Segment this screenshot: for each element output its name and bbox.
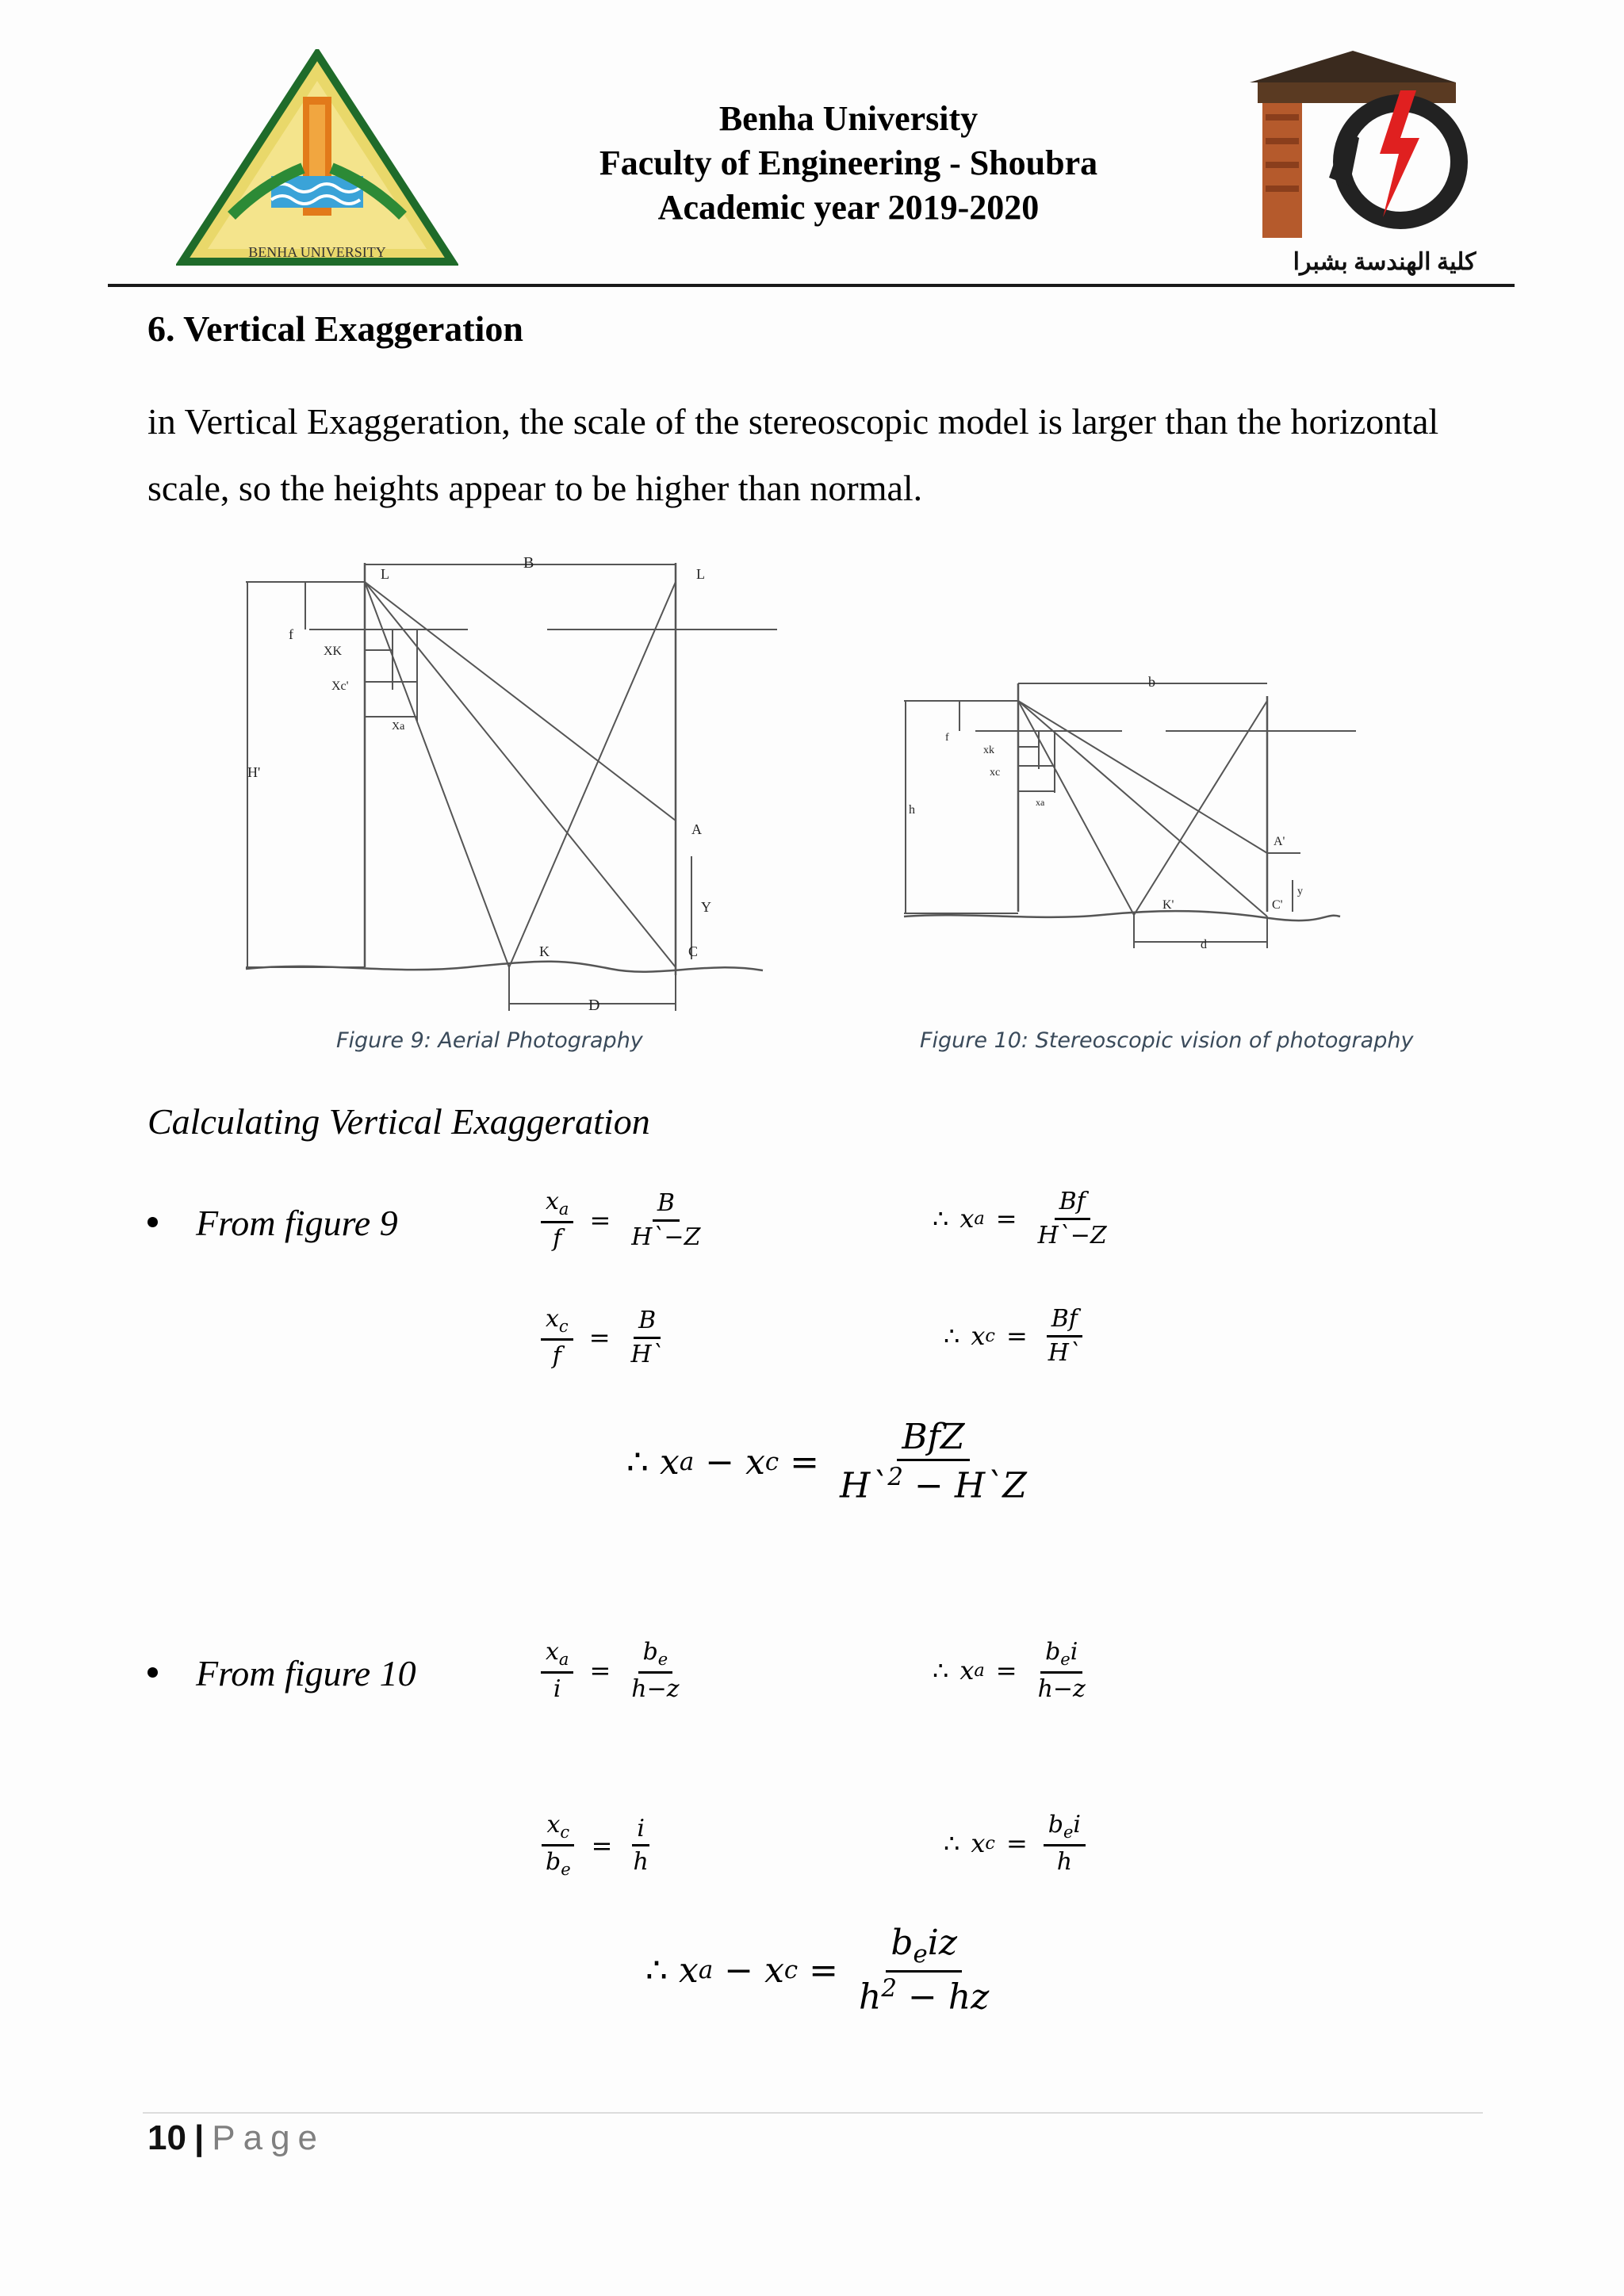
calc-heading: Calculating Vertical Exaggeration (147, 1101, 650, 1142)
svg-text:Xc': Xc' (331, 679, 349, 693)
svg-text:Xa: Xa (392, 721, 405, 733)
svg-text:B: B (523, 554, 534, 572)
svg-text:BENHA UNIVERSITY: BENHA UNIVERSITY (248, 244, 386, 260)
figure-9-diagram (230, 547, 801, 1023)
bullet-label: From figure 10 (196, 1653, 416, 1693)
svg-text:C': C' (1272, 898, 1283, 912)
svg-text:h: h (909, 803, 915, 817)
svg-text:XK: XK (324, 645, 343, 658)
bullet-icon (147, 1667, 158, 1678)
svg-text:xa: xa (1036, 797, 1045, 808)
bullet-figure-9 (147, 1202, 398, 1244)
section-title: 6. Vertical Exaggeration (147, 308, 523, 349)
header-rule (108, 284, 1515, 287)
equation-10-2: ∴ x a = $\frac{b_ei}{h-z}$ (933, 1638, 1086, 1704)
figure-9-caption: Figure 9: Aerial Photography (336, 1028, 643, 1053)
svg-text:A': A' (1274, 835, 1285, 848)
header-title-block (547, 97, 1150, 230)
svg-text:d: d (1201, 938, 1207, 951)
figure-10-diagram (896, 674, 1372, 959)
figure-10-caption: Figure 10: Stereoscopic vision of photography (920, 1028, 1414, 1053)
svg-text:L: L (696, 566, 705, 582)
faculty-logo (1234, 43, 1488, 281)
equation-10-3: $\frac{x_c}{b_e}$ = $\frac{i}{h}$ (536, 1812, 658, 1878)
svg-text:L: L (381, 566, 389, 582)
academic-year: Academic year 2019-2020 (657, 188, 1040, 227)
svg-text:b: b (1148, 674, 1155, 690)
svg-text:D: D (588, 997, 600, 1014)
equation-9-1: $\frac{x_a}{f}$ = $\frac{B}{H`-Z}$ (536, 1189, 710, 1252)
bullet-figure-10 (147, 1652, 416, 1694)
svg-text:xk: xk (983, 744, 994, 756)
equation-10-1: $\frac{x_a}{i}$ = $\frac{b_e}{h-z}$ (536, 1640, 689, 1702)
svg-text:f: f (289, 626, 293, 642)
svg-text:كلية الهندسة بشبرا: كلية الهندسة بشبرا (1293, 249, 1477, 275)
svg-text:Y: Y (701, 899, 711, 915)
university-name: Benha University (718, 99, 979, 138)
svg-text:f: f (945, 732, 949, 744)
svg-text:H': H' (247, 764, 261, 780)
equation-9-result: ∴ x a − x c = $\frac{\text{BfZ}}{H`^2 - H`Z}$ (626, 1417, 1027, 1506)
svg-text:xc: xc (990, 767, 1001, 779)
svg-text:K: K (539, 943, 550, 959)
equation-9-3: $\frac{x_c}{f}$ = $\frac{B}{H`}$ (536, 1307, 673, 1369)
benha-university-logo (176, 49, 458, 271)
footer-rule (143, 2112, 1483, 2114)
bullet-icon (147, 1217, 158, 1227)
svg-text:C: C (688, 943, 699, 959)
page-footer (147, 2118, 325, 2158)
faculty-name: Faculty of Engineering - Shoubra (599, 144, 1098, 182)
equation-10-result: ∴ x a − x c = $\frac{b_eiz}{h^2 - hz}$ (645, 1923, 990, 2018)
svg-text:A: A (691, 821, 702, 837)
section-body: in Vertical Exaggeration, the scale of the stereoscopic model is larger than the horizontal scale, so the heights appear to be higher than normal. (147, 401, 1439, 508)
equation-9-2: ∴ x a = $\frac{Bf}{H`-Z}$ (933, 1188, 1107, 1249)
footer-separator: | (193, 2118, 205, 2157)
page-number: 10 (147, 2118, 186, 2157)
bullet-label: From figure 9 (196, 1203, 398, 1243)
svg-text:y: y (1297, 886, 1303, 897)
page-word: Page (212, 2118, 326, 2157)
equation-10-4: ∴ x c = $\frac{b_ei}{h}$ (944, 1812, 1090, 1875)
svg-text:K': K' (1162, 898, 1174, 912)
equation-9-4: ∴ x c = $\frac{Bf}{H`}$ (944, 1305, 1081, 1367)
